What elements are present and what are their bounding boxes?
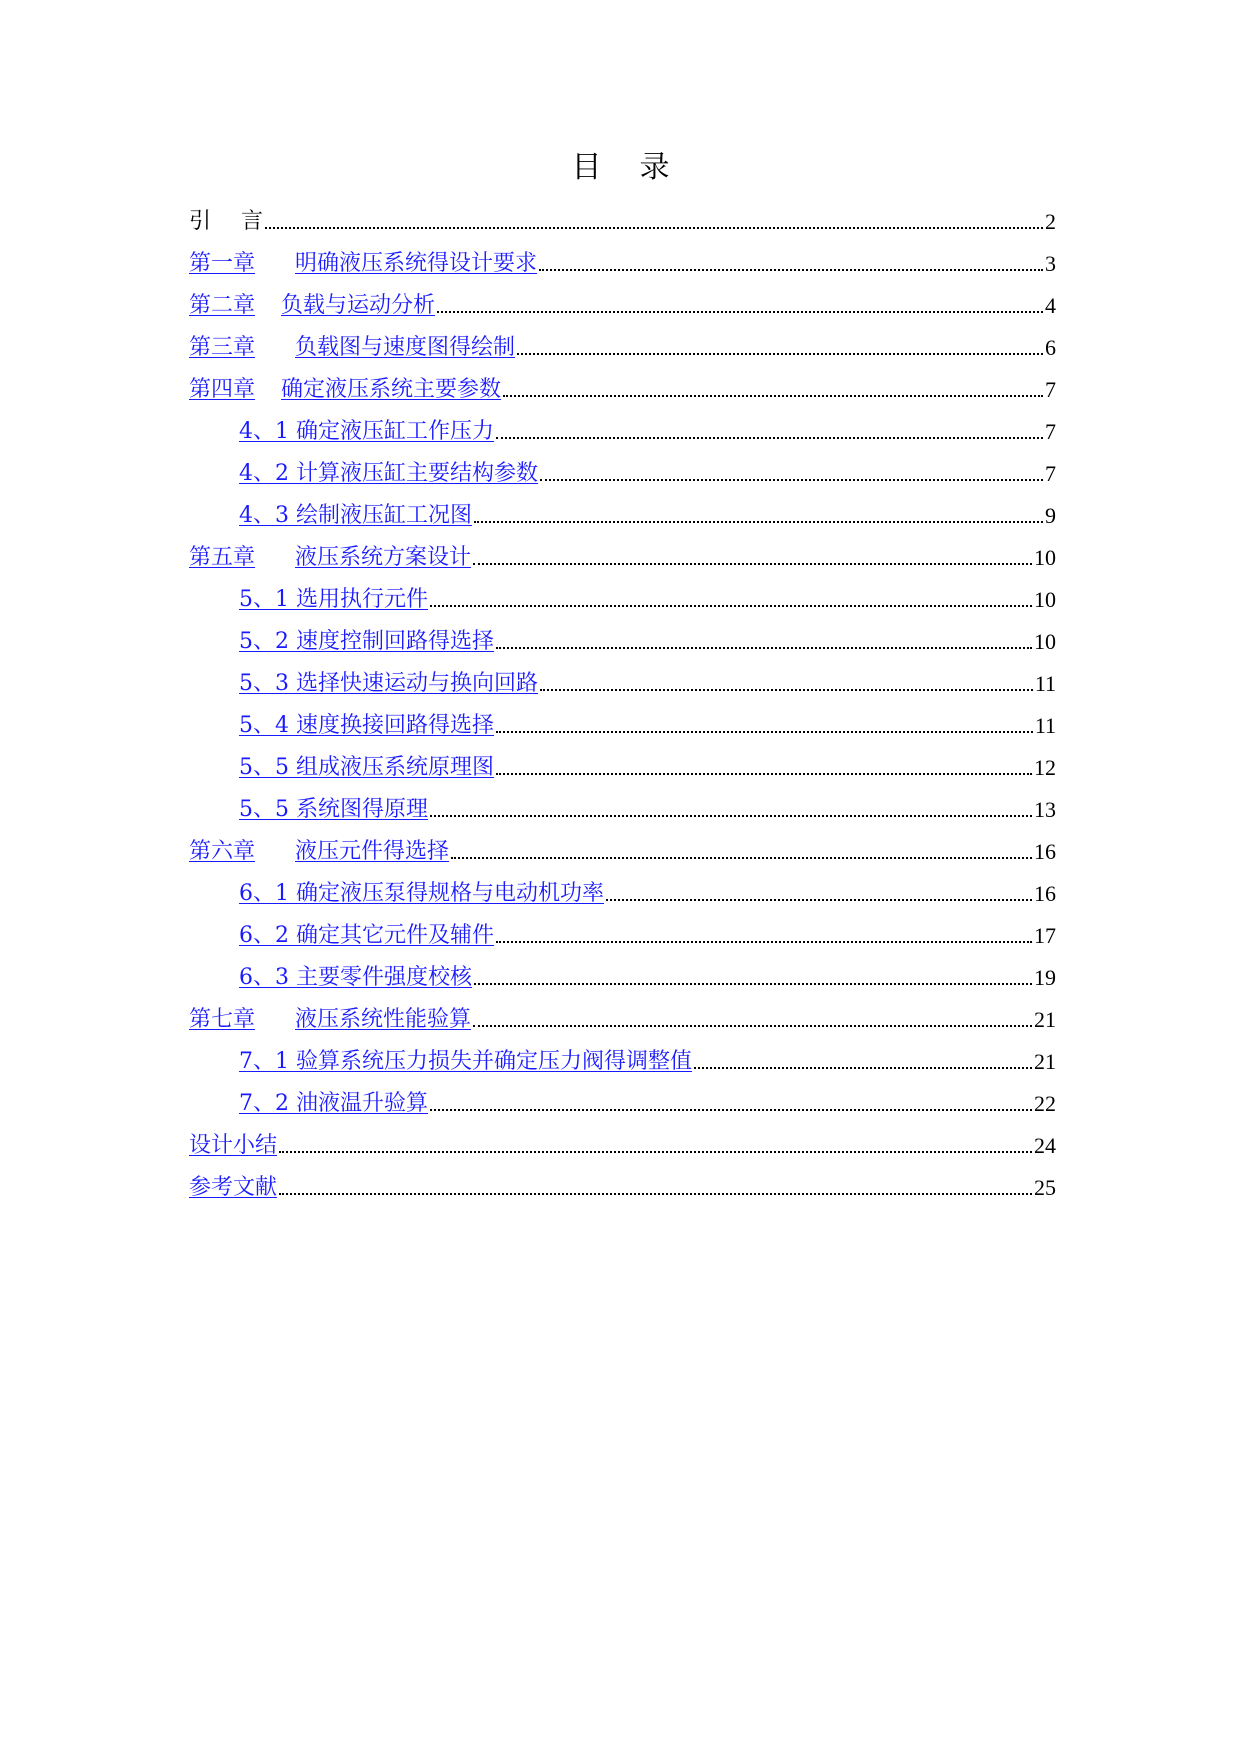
toc-page-number: 22 (1034, 1091, 1056, 1116)
toc-entry-references[interactable] (189, 1166, 1056, 1208)
toc-entry-link[interactable]: 参考文献 (189, 1175, 278, 1200)
toc-entry-section-5-5a[interactable] (189, 746, 1056, 788)
toc-page-number: 16 (1034, 839, 1056, 864)
toc-page-number: 3 (1045, 251, 1056, 276)
toc-entry-link[interactable]: 6、1 确定液压泵得规格与电动机功率 (239, 881, 605, 906)
toc-entry-section-5-4[interactable] (189, 704, 1056, 746)
dot-leader (496, 435, 1043, 439)
toc-entry-section-5-2[interactable] (189, 620, 1056, 662)
toc-entry-chapter-6[interactable] (189, 830, 1056, 872)
toc-entry-link[interactable]: 第七章 液压系统性能验算 (189, 1007, 472, 1032)
dot-leader (451, 855, 1032, 859)
dot-leader (517, 351, 1043, 355)
toc-entry-chapter-5[interactable] (189, 536, 1056, 578)
toc-page-number: 7 (1045, 377, 1056, 402)
toc-entry-link[interactable]: 第一章 明确液压系统得设计要求 (189, 251, 538, 276)
toc-page-number: 4 (1045, 293, 1056, 318)
dot-leader (540, 477, 1043, 481)
toc-entry-section-5-3[interactable] (189, 662, 1056, 704)
dot-leader (496, 729, 1033, 733)
toc-entry-section-4-1[interactable] (189, 410, 1056, 452)
dot-leader (430, 603, 1032, 607)
toc-page-number: 16 (1034, 881, 1056, 906)
toc-entry-link[interactable]: 第四章 确定液压系统主要参数 (189, 377, 502, 402)
toc-entry-link[interactable]: 第二章 负载与运动分析 (189, 293, 436, 318)
dot-leader (496, 771, 1032, 775)
toc-page-number: 6 (1045, 335, 1056, 360)
toc-entry-chapter-4[interactable] (189, 368, 1056, 410)
toc-entry-link[interactable]: 4、3 绘制液压缸工况图 (239, 503, 473, 528)
toc-page-number: 21 (1034, 1007, 1056, 1032)
toc-entry-label: 引 言 (189, 209, 264, 234)
dot-leader (474, 519, 1043, 523)
dot-leader (474, 981, 1032, 985)
toc-entry-chapter-2[interactable] (189, 284, 1056, 326)
toc-entry-design-summary[interactable] (189, 1124, 1056, 1166)
dot-leader (496, 939, 1032, 943)
toc-page-number: 12 (1034, 755, 1056, 780)
toc-entry-section-6-1[interactable] (189, 872, 1056, 914)
dot-leader (496, 645, 1032, 649)
table-of-contents (189, 200, 1056, 1208)
toc-entry-link[interactable]: 5、5 组成液压系统原理图 (239, 755, 495, 780)
toc-page-number: 21 (1034, 1049, 1056, 1074)
toc-entry-section-6-3[interactable] (189, 956, 1056, 998)
dot-leader (430, 813, 1032, 817)
toc-entry-link[interactable]: 设计小结 (189, 1133, 278, 1158)
toc-page-number: 7 (1045, 461, 1056, 486)
toc-entry-section-4-2[interactable] (189, 452, 1056, 494)
toc-entry-link[interactable]: 5、5 系统图得原理 (239, 797, 429, 822)
toc-page-number: 17 (1034, 923, 1056, 948)
toc-entry-section-7-1[interactable] (189, 1040, 1056, 1082)
toc-entry-introduction (189, 200, 1056, 242)
toc-page-number: 10 (1034, 629, 1056, 654)
toc-page-number: 9 (1045, 503, 1056, 528)
dot-leader (606, 897, 1032, 901)
toc-entry-link[interactable]: 5、1 选用执行元件 (239, 587, 429, 612)
dot-leader (437, 309, 1043, 313)
toc-entry-link[interactable]: 7、1 验算系统压力损失并确定压力阀得调整值 (239, 1049, 693, 1074)
dot-leader (473, 1023, 1032, 1027)
dot-leader (540, 687, 1033, 691)
toc-entry-chapter-3[interactable] (189, 326, 1056, 368)
toc-entry-link[interactable]: 6、3 主要零件强度校核 (239, 965, 473, 990)
toc-entry-link[interactable]: 4、2 计算液压缸主要结构参数 (239, 461, 539, 486)
toc-entry-chapter-7[interactable] (189, 998, 1056, 1040)
toc-entry-section-6-2[interactable] (189, 914, 1056, 956)
dot-leader (430, 1107, 1032, 1111)
toc-title (0, 148, 1241, 188)
toc-entry-link[interactable]: 5、3 选择快速运动与换向回路 (239, 671, 539, 696)
toc-entry-section-7-2[interactable] (189, 1082, 1056, 1124)
toc-page-number: 2 (1045, 209, 1056, 234)
toc-page-number: 11 (1034, 713, 1056, 738)
toc-entry-link[interactable]: 第三章 负载图与速度图得绘制 (189, 335, 516, 360)
toc-page-number: 13 (1034, 797, 1056, 822)
toc-entry-link[interactable]: 第五章 液压系统方案设计 (189, 545, 472, 570)
toc-title-char-2: 录 (639, 150, 670, 185)
toc-page-number: 10 (1034, 587, 1056, 612)
toc-entry-link[interactable]: 4、1 确定液压缸工作压力 (239, 419, 495, 444)
toc-entry-section-5-1[interactable] (189, 578, 1056, 620)
dot-leader (539, 267, 1043, 271)
dot-leader (279, 1149, 1032, 1153)
toc-page-number: 19 (1034, 965, 1056, 990)
toc-entry-section-4-3[interactable] (189, 494, 1056, 536)
dot-leader (473, 561, 1032, 565)
toc-page-number: 25 (1034, 1175, 1056, 1200)
dot-leader (265, 225, 1043, 229)
toc-title-char-1: 目 (571, 150, 602, 185)
toc-page-number: 7 (1045, 419, 1056, 444)
toc-entry-link[interactable]: 5、2 速度控制回路得选择 (239, 629, 495, 654)
toc-entry-chapter-1[interactable] (189, 242, 1056, 284)
toc-entry-section-5-5b[interactable] (189, 788, 1056, 830)
dot-leader (503, 393, 1043, 397)
toc-entry-link[interactable]: 6、2 确定其它元件及辅件 (239, 923, 495, 948)
toc-page-number: 11 (1034, 671, 1056, 696)
toc-page-number: 24 (1034, 1133, 1056, 1158)
toc-page-number: 10 (1034, 545, 1056, 570)
toc-entry-link[interactable]: 5、4 速度换接回路得选择 (239, 713, 495, 738)
toc-entry-link[interactable]: 7、2 油液温升验算 (239, 1091, 429, 1116)
toc-entry-link[interactable]: 第六章 液压元件得选择 (189, 839, 450, 864)
dot-leader (279, 1191, 1032, 1195)
dot-leader (694, 1065, 1032, 1069)
